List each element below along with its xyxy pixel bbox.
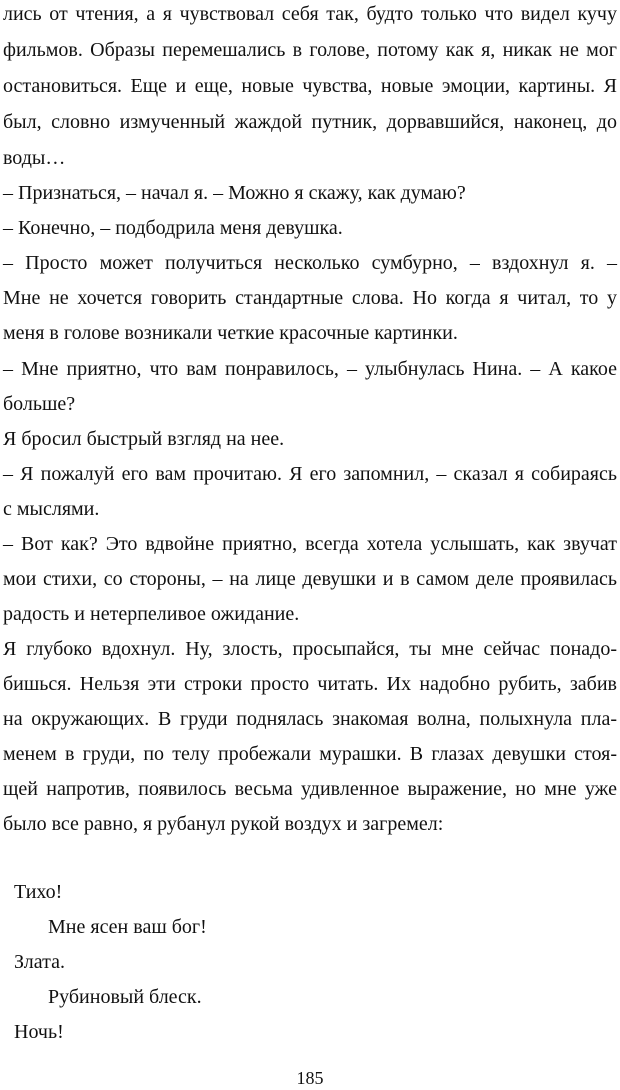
text-line: Я бросил быстрый взгляд на нее.: [3, 428, 285, 450]
text-line: мои стихи, со стороны, – на лице девушки и в самом деле проявилась: [3, 568, 617, 590]
text-line: менем в груди, по телу пробежали мурашки. В глазах девушки стоя-: [3, 743, 617, 765]
text-line: щей напротив, появилось весьма удивленное выражение, но мне уже: [3, 778, 617, 800]
text-line: радость и нетерпеливое ожидание.: [3, 603, 300, 625]
poem-line: Тихо!: [14, 881, 63, 903]
text-line: – Конечно, – подбодрила меня девушка.: [3, 217, 343, 239]
text-line: – Просто может получиться несколько сумбурно, – вздохнул я. –: [3, 252, 617, 274]
text-line: воды…: [3, 147, 66, 169]
text-line: больше?: [3, 393, 76, 415]
text-line: Я глубоко вдохнул. Ну, злость, просыпайся, ты мне сейчас понадо-: [3, 638, 617, 660]
poem-line: Рубиновый блеск.: [48, 986, 202, 1008]
text-line: – Я пожалуй его вам прочитаю. Я его запомнил, – сказал я собираясь: [3, 463, 617, 485]
text-line: лись от чтения, а я чувствовал себя так, будто только что видел кучу: [3, 3, 617, 25]
text-line: было все равно, я рубанул рукой воздух и загремел:: [3, 813, 444, 835]
poem-line: Ночь!: [14, 1021, 64, 1043]
text-line: был, словно измученный жаждой путник, дорвавшийся, наконец, до: [3, 111, 617, 133]
poem-line: Злата.: [14, 951, 65, 973]
text-line: Мне не хочется говорить стандартные слова. Но когда я читал, то у: [3, 287, 617, 309]
text-line: на окружающих. В груди поднялась знакомая волна, полыхнула пла-: [3, 708, 617, 730]
text-line: с мыслями.: [3, 498, 100, 520]
text-line: фильмов. Образы перемешались в голове, потому как я, никак не мог: [3, 39, 617, 61]
text-line: остановиться. Еще и еще, новые чувства, новые эмоции, картины. Я: [3, 75, 617, 97]
text-line: – Вот как? Это вдвойне приятно, всегда хотела услышать, как звучат: [3, 533, 617, 555]
text-line: бишься. Нельзя эти строки просто читать. Их надобно рубить, забив: [3, 673, 617, 695]
text-line: – Мне приятно, что вам понравилось, – улыбнулась Нина. – А какое: [3, 358, 617, 380]
text-line: меня в голове возникали четкие красочные картинки.: [3, 322, 458, 344]
poem-line: Мне ясен ваш бог!: [48, 916, 207, 938]
text-line: – Признаться, – начал я. – Можно я скажу, как думаю?: [3, 182, 466, 204]
page-number: 185: [296, 1068, 324, 1088]
